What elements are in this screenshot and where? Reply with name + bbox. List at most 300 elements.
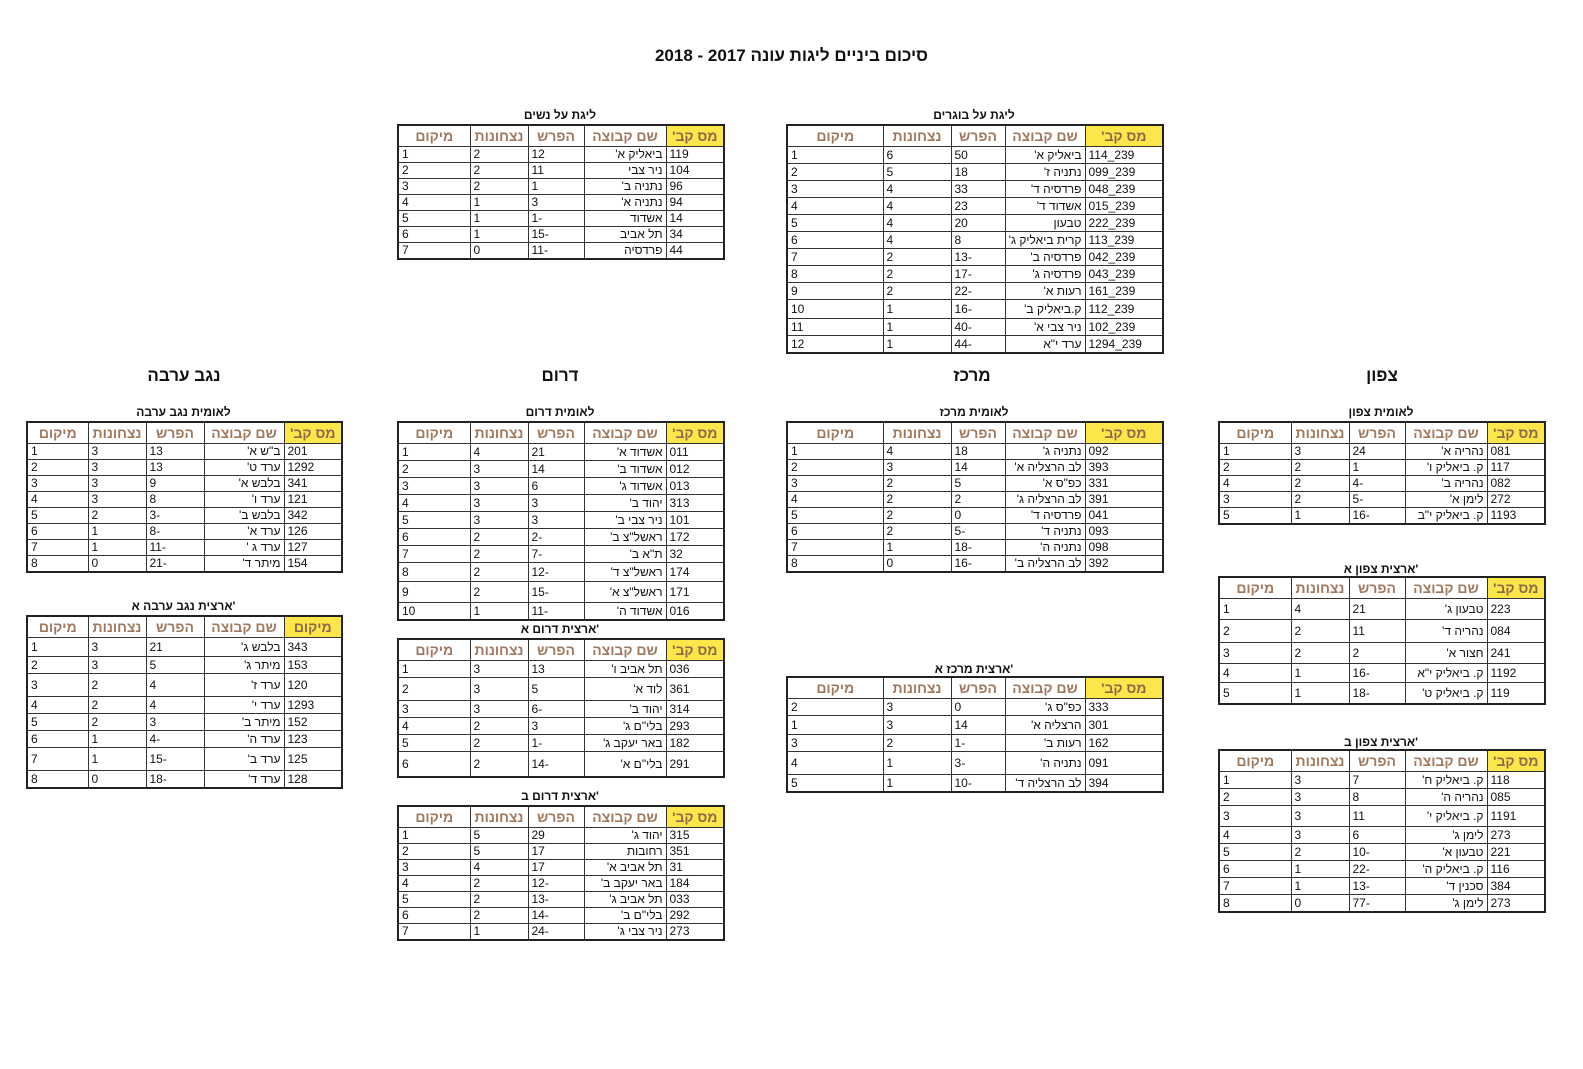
- wins-cell: 1: [883, 319, 951, 336]
- team-name-cell: אשדוד ד': [1005, 198, 1085, 215]
- team-name-cell: ראשל"צ ב': [584, 529, 666, 546]
- table-row: [27, 714, 342, 731]
- column-header: הפרש: [951, 422, 1005, 444]
- team-number-cell: 119: [1487, 683, 1545, 705]
- rank-cell: 5: [27, 508, 88, 524]
- team-number-cell: 341: [284, 476, 342, 492]
- table-row: [398, 563, 724, 582]
- team-number-cell: 239_102: [1085, 319, 1163, 336]
- rank-cell: 8: [787, 556, 883, 573]
- wins-cell: 2: [470, 546, 528, 563]
- league-table-center_a: [786, 676, 1164, 793]
- table-row: [398, 718, 724, 735]
- team-number-cell: 1192: [1487, 664, 1545, 683]
- team-name-cell: הרצליה א': [1005, 716, 1085, 735]
- team-number-cell: 32: [666, 546, 724, 563]
- rank-cell: 1: [787, 444, 883, 460]
- difference-cell: -5: [951, 524, 1005, 540]
- team-name-cell: ניר צבי ב': [584, 512, 666, 529]
- column-header: נצחונות: [470, 806, 528, 828]
- table-row: [27, 556, 342, 573]
- rank-cell: 3: [398, 478, 470, 495]
- difference-cell: 29: [528, 828, 584, 844]
- column-header: הפרש: [146, 616, 204, 638]
- rank-cell: 7: [787, 249, 883, 266]
- difference-cell: -16: [951, 556, 1005, 573]
- team-number-cell: 1193: [1487, 508, 1545, 525]
- team-number-cell: 391: [1085, 492, 1163, 508]
- team-name-cell: רעות א': [1005, 283, 1085, 300]
- team-name-cell: נתניה ה': [1005, 540, 1085, 556]
- difference-cell: 2: [1349, 643, 1405, 664]
- team-number-cell: 239_099: [1085, 164, 1163, 181]
- team-name-cell: נהריה א': [1405, 444, 1487, 460]
- rank-cell: 6: [27, 731, 88, 748]
- table-row: [787, 336, 1163, 354]
- team-name-cell: בלי"ם א': [584, 752, 666, 778]
- column-header: שם קבוצה: [584, 125, 666, 147]
- wins-cell: 3: [470, 478, 528, 495]
- difference-cell: 11: [1349, 620, 1405, 643]
- table-row: [1219, 895, 1545, 913]
- team-number-cell: 092: [1085, 444, 1163, 460]
- difference-cell: -16: [1349, 664, 1405, 683]
- team-name-cell: ערד י"א: [1005, 336, 1085, 354]
- wins-cell: 0: [88, 771, 146, 789]
- wins-cell: 3: [470, 661, 528, 678]
- team-number-cell: 343: [284, 638, 342, 657]
- team-name-cell: ערד ג ': [204, 540, 284, 556]
- table-row: [1219, 827, 1545, 844]
- rank-cell: 9: [398, 582, 470, 603]
- team-number-cell: 291: [666, 752, 724, 778]
- wins-cell: 2: [883, 508, 951, 524]
- table-header-row: [787, 422, 1163, 444]
- rank-cell: 12: [787, 336, 883, 354]
- rank-cell: 2: [1219, 460, 1291, 476]
- column-header: הפרש: [951, 125, 1005, 147]
- team-number-cell: 033: [666, 892, 724, 908]
- difference-cell: -14: [528, 752, 584, 778]
- team-number-cell: 44: [666, 243, 724, 260]
- table-row: [1219, 772, 1545, 789]
- difference-cell: 2: [951, 492, 1005, 508]
- team-number-cell: 315: [666, 828, 724, 844]
- team-name-cell: בלבש ב': [204, 508, 284, 524]
- difference-cell: -1: [951, 735, 1005, 752]
- table-row: [787, 699, 1163, 716]
- table-row: [398, 211, 724, 227]
- table-row: [27, 771, 342, 789]
- difference-cell: 21: [1349, 599, 1405, 620]
- team-number-cell: 273: [1487, 895, 1545, 913]
- difference-cell: 8: [146, 492, 204, 508]
- column-header: מיקום: [787, 677, 883, 699]
- team-name-cell: טבעון א': [1405, 844, 1487, 861]
- rank-cell: 3: [398, 701, 470, 718]
- table-row: [27, 460, 342, 476]
- table-row: [787, 716, 1163, 735]
- difference-cell: 8: [951, 232, 1005, 249]
- column-header: נצחונות: [1291, 750, 1349, 772]
- table-header-row: [398, 125, 724, 147]
- rank-cell: 5: [787, 508, 883, 524]
- team-name-cell: ערד י': [204, 697, 284, 714]
- team-name-cell: נתניה ב': [584, 179, 666, 195]
- rank-cell: 4: [787, 752, 883, 775]
- team-number-cell: 154: [284, 556, 342, 573]
- team-number-cell: 011: [666, 444, 724, 461]
- column-header: הפרש: [146, 422, 204, 444]
- rank-cell: 2: [787, 164, 883, 181]
- rank-cell: 4: [1219, 827, 1291, 844]
- wins-cell: 2: [470, 718, 528, 735]
- wins-cell: 1: [470, 211, 528, 227]
- table-row: [787, 266, 1163, 283]
- team-number-cell: 293: [666, 718, 724, 735]
- table-row: [398, 860, 724, 876]
- difference-cell: -18: [146, 771, 204, 789]
- wins-cell: 3: [883, 460, 951, 476]
- table-row: [27, 444, 342, 460]
- team-number-cell: 96: [666, 179, 724, 195]
- league-table-center_national: [786, 421, 1164, 573]
- team-number-cell: 201: [284, 444, 342, 460]
- wins-cell: 4: [883, 444, 951, 460]
- rank-cell: 3: [787, 181, 883, 198]
- wins-cell: 2: [883, 476, 951, 492]
- difference-cell: -13: [528, 892, 584, 908]
- rank-cell: 7: [787, 540, 883, 556]
- team-name-cell: אשדוד ג': [584, 478, 666, 495]
- table-caption-south_national: לאומית דרום: [525, 405, 595, 419]
- table-row: [1219, 789, 1545, 806]
- table-caption-negev_national: לאומית נגב ערבה: [136, 405, 231, 419]
- table-row: [787, 249, 1163, 266]
- rank-cell: 7: [398, 546, 470, 563]
- wins-cell: 3: [470, 701, 528, 718]
- table-row: [1219, 664, 1545, 683]
- table-row: [787, 460, 1163, 476]
- rank-cell: 5: [787, 775, 883, 793]
- team-number-cell: 239_1294: [1085, 336, 1163, 354]
- team-number-cell: 351: [666, 844, 724, 860]
- team-name-cell: קרית ביאליק ג': [1005, 232, 1085, 249]
- rank-cell: 11: [787, 319, 883, 336]
- column-header: מס קב': [1085, 422, 1163, 444]
- table-row: [787, 735, 1163, 752]
- wins-cell: 2: [470, 529, 528, 546]
- column-header: נצחונות: [1291, 422, 1349, 444]
- region-south: דרום: [541, 366, 579, 385]
- team-name-cell: ערד ה': [204, 731, 284, 748]
- table-row: [398, 735, 724, 752]
- difference-cell: -15: [528, 227, 584, 243]
- difference-cell: 5: [528, 678, 584, 701]
- rank-cell: 10: [398, 603, 470, 621]
- team-name-cell: ק. ביאליק י"א: [1405, 664, 1487, 683]
- table-row: [787, 181, 1163, 198]
- wins-cell: 2: [470, 163, 528, 179]
- difference-cell: 12: [528, 147, 584, 163]
- team-name-cell: לימן ג': [1405, 895, 1487, 913]
- column-header: נצחונות: [883, 125, 951, 147]
- team-number-cell: 239_015: [1085, 198, 1163, 215]
- difference-cell: -7: [528, 546, 584, 563]
- team-name-cell: רחובות: [584, 844, 666, 860]
- difference-cell: -77: [1349, 895, 1405, 913]
- table-row: [398, 752, 724, 778]
- rank-cell: 5: [398, 735, 470, 752]
- table-row: [1219, 806, 1545, 827]
- table-row: [27, 657, 342, 674]
- wins-cell: 3: [88, 638, 146, 657]
- rank-cell: 2: [1219, 620, 1291, 643]
- team-number-cell: 301: [1085, 716, 1163, 735]
- table-caption-center_national: לאומית מרכז: [939, 405, 1009, 419]
- wins-cell: 1: [883, 775, 951, 793]
- rank-cell: 3: [27, 674, 88, 697]
- column-header: מיקום: [27, 422, 88, 444]
- wins-cell: 6: [883, 147, 951, 164]
- column-header: מס קב': [1487, 577, 1545, 599]
- table-row: [27, 508, 342, 524]
- rank-cell: 1: [398, 444, 470, 461]
- difference-cell: -4: [1349, 476, 1405, 492]
- wins-cell: 0: [1291, 895, 1349, 913]
- team-name-cell: ערד ט': [204, 460, 284, 476]
- difference-cell: -16: [1349, 508, 1405, 525]
- team-number-cell: 314: [666, 701, 724, 718]
- team-number-cell: 273: [666, 924, 724, 941]
- difference-cell: 6: [1349, 827, 1405, 844]
- column-header: הפרש: [1349, 750, 1405, 772]
- difference-cell: -5: [1349, 492, 1405, 508]
- rank-cell: 6: [398, 908, 470, 924]
- column-header: שם קבוצה: [1405, 422, 1487, 444]
- team-name-cell: ערד ז': [204, 674, 284, 697]
- rank-cell: 1: [27, 444, 88, 460]
- team-name-cell: לב הרצליה ב': [1005, 556, 1085, 573]
- region-north: צפון: [1366, 366, 1398, 385]
- rank-cell: 5: [1219, 683, 1291, 705]
- table-row: [787, 319, 1163, 336]
- team-number-cell: 123: [284, 731, 342, 748]
- wins-cell: 4: [1291, 599, 1349, 620]
- rank-cell: 3: [27, 476, 88, 492]
- difference-cell: 20: [951, 215, 1005, 232]
- wins-cell: 3: [88, 492, 146, 508]
- wins-cell: 2: [470, 582, 528, 603]
- team-name-cell: מיתר ד': [204, 556, 284, 573]
- column-header: שם קבוצה: [204, 422, 284, 444]
- rank-cell: 7: [398, 243, 470, 260]
- column-header: נצחונות: [1291, 577, 1349, 599]
- wins-cell: 3: [470, 678, 528, 701]
- wins-cell: 3: [88, 476, 146, 492]
- table-row: [398, 478, 724, 495]
- team-name-cell: ק. ביאליק י"ב: [1405, 508, 1487, 525]
- wins-cell: 2: [1291, 492, 1349, 508]
- team-name-cell: ערד ד': [204, 771, 284, 789]
- wins-cell: 4: [470, 860, 528, 876]
- rank-cell: 8: [1219, 895, 1291, 913]
- table-header-row: [398, 422, 724, 444]
- table-row: [27, 540, 342, 556]
- league-table-women: [397, 124, 725, 260]
- column-header: הפרש: [1349, 422, 1405, 444]
- team-name-cell: פרדסיה ד': [1005, 508, 1085, 524]
- rank-cell: 4: [787, 492, 883, 508]
- column-header: מס קב': [666, 422, 724, 444]
- rank-cell: 9: [787, 283, 883, 300]
- wins-cell: 2: [883, 524, 951, 540]
- team-number-cell: 241: [1487, 643, 1545, 664]
- difference-cell: -1: [528, 735, 584, 752]
- difference-cell: 50: [951, 147, 1005, 164]
- wins-cell: 2: [883, 492, 951, 508]
- column-header: מס קב': [284, 422, 342, 444]
- difference-cell: -13: [1349, 878, 1405, 895]
- table-row: [1219, 508, 1545, 525]
- wins-cell: 3: [470, 461, 528, 478]
- table-row: [27, 476, 342, 492]
- difference-cell: 0: [951, 699, 1005, 716]
- team-name-cell: מיתר ג': [204, 657, 284, 674]
- team-number-cell: 125: [284, 748, 342, 771]
- column-header: נצחונות: [883, 677, 951, 699]
- team-name-cell: תל אביב ג': [584, 892, 666, 908]
- team-number-cell: 239_161: [1085, 283, 1163, 300]
- table-row: [787, 492, 1163, 508]
- rank-cell: 2: [1219, 789, 1291, 806]
- table-row: [398, 582, 724, 603]
- column-header: מס קב': [666, 806, 724, 828]
- team-number-cell: 184: [666, 876, 724, 892]
- column-header: מס קב': [1487, 750, 1545, 772]
- difference-cell: 3: [528, 718, 584, 735]
- team-number-cell: 116: [1487, 861, 1545, 878]
- rank-cell: 7: [27, 748, 88, 771]
- league-table-south_a: [397, 638, 725, 778]
- difference-cell: -18: [951, 540, 1005, 556]
- difference-cell: -1: [528, 211, 584, 227]
- difference-cell: 17: [528, 860, 584, 876]
- team-name-cell: בלי"ם ג': [584, 718, 666, 735]
- difference-cell: -8: [146, 524, 204, 540]
- column-header: נצחונות: [88, 616, 146, 638]
- table-row: [1219, 844, 1545, 861]
- rank-cell: 1: [787, 716, 883, 735]
- table-header-row: [398, 806, 724, 828]
- wins-cell: 0: [883, 556, 951, 573]
- wins-cell: 1: [88, 540, 146, 556]
- team-number-cell: 085: [1487, 789, 1545, 806]
- rank-cell: 6: [787, 524, 883, 540]
- wins-cell: 5: [883, 164, 951, 181]
- team-name-cell: פרדסיה ב': [1005, 249, 1085, 266]
- difference-cell: 5: [951, 476, 1005, 492]
- region-negev: נגב ערבה: [147, 366, 221, 385]
- rank-cell: 2: [27, 657, 88, 674]
- team-name-cell: ק. ביאליק ט': [1405, 683, 1487, 705]
- difference-cell: -16: [951, 300, 1005, 319]
- wins-cell: 5: [470, 844, 528, 860]
- wins-cell: 1: [470, 603, 528, 621]
- column-header: מיקום: [284, 616, 342, 638]
- team-number-cell: 14: [666, 211, 724, 227]
- difference-cell: -4: [146, 731, 204, 748]
- rank-cell: 1: [27, 638, 88, 657]
- rank-cell: 1: [1219, 599, 1291, 620]
- rank-cell: 5: [398, 211, 470, 227]
- column-header: מיקום: [398, 639, 470, 661]
- column-header: שם קבוצה: [1005, 677, 1085, 699]
- team-name-cell: כפ"ס א': [1005, 476, 1085, 492]
- team-name-cell: לב הרצליה ד': [1005, 775, 1085, 793]
- column-header: שם קבוצה: [1405, 577, 1487, 599]
- team-name-cell: נהריה ב': [1405, 476, 1487, 492]
- column-header: נצחונות: [470, 125, 528, 147]
- column-header: מיקום: [1219, 750, 1291, 772]
- table-row: [398, 876, 724, 892]
- difference-cell: -13: [951, 249, 1005, 266]
- team-number-cell: 239_043: [1085, 266, 1163, 283]
- team-name-cell: רעות ב': [1005, 735, 1085, 752]
- difference-cell: -11: [146, 540, 204, 556]
- table-row: [398, 661, 724, 678]
- wins-cell: 2: [470, 752, 528, 778]
- wins-cell: 2: [1291, 620, 1349, 643]
- rank-cell: 10: [787, 300, 883, 319]
- wins-cell: 2: [1291, 476, 1349, 492]
- table-row: [398, 678, 724, 701]
- table-row: [1219, 599, 1545, 620]
- rank-cell: 1: [787, 147, 883, 164]
- wins-cell: 4: [883, 232, 951, 249]
- team-name-cell: נהריה ה': [1405, 789, 1487, 806]
- column-header: נצחונות: [883, 422, 951, 444]
- table-row: [787, 300, 1163, 319]
- region-center: מרכז: [953, 366, 991, 385]
- table-row: [787, 147, 1163, 164]
- column-header: מס קב': [1085, 125, 1163, 147]
- team-name-cell: אשדוד א': [584, 444, 666, 461]
- column-header: שם קבוצה: [1005, 422, 1085, 444]
- difference-cell: -22: [1349, 861, 1405, 878]
- difference-cell: -21: [146, 556, 204, 573]
- team-number-cell: 1293: [284, 697, 342, 714]
- difference-cell: -11: [528, 603, 584, 621]
- team-name-cell: סכנין ד': [1405, 878, 1487, 895]
- difference-cell: -18: [1349, 683, 1405, 705]
- column-header: הפרש: [528, 806, 584, 828]
- table-row: [787, 524, 1163, 540]
- rank-cell: 3: [1219, 643, 1291, 664]
- rank-cell: 6: [787, 232, 883, 249]
- table-caption-women: ליגת על נשים: [523, 108, 597, 122]
- wins-cell: 2: [883, 735, 951, 752]
- wins-cell: 2: [470, 147, 528, 163]
- table-row: [398, 495, 724, 512]
- rank-cell: 4: [27, 492, 88, 508]
- rank-cell: 7: [1219, 878, 1291, 895]
- rank-cell: 3: [398, 860, 470, 876]
- rank-cell: 4: [787, 198, 883, 215]
- team-number-cell: 117: [1487, 460, 1545, 476]
- rank-cell: 3: [398, 179, 470, 195]
- table-row: [787, 508, 1163, 524]
